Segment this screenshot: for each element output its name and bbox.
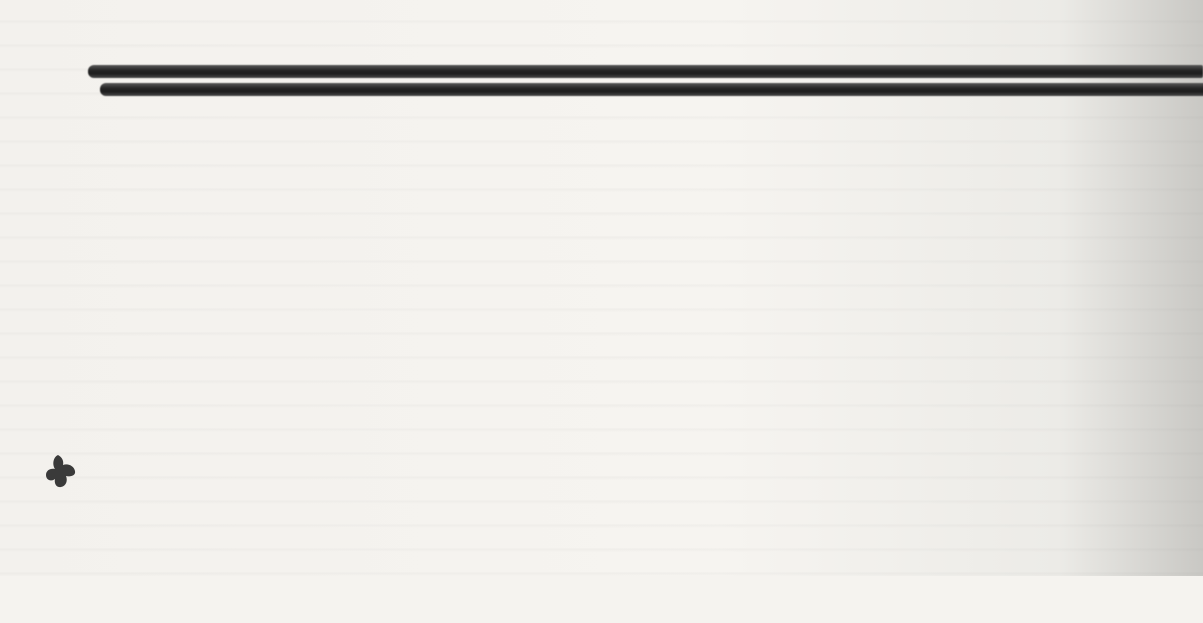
page-bottom-margin [0,576,1203,623]
redaction-marker-stroke [100,83,1203,96]
ink-blot-mark [44,453,78,489]
redaction-marker-stroke [88,65,1203,78]
flight-table [0,38,1203,98]
table-header-row [0,38,1203,62]
redaction-bar [0,62,1203,80]
redaction-bar [0,80,1203,98]
